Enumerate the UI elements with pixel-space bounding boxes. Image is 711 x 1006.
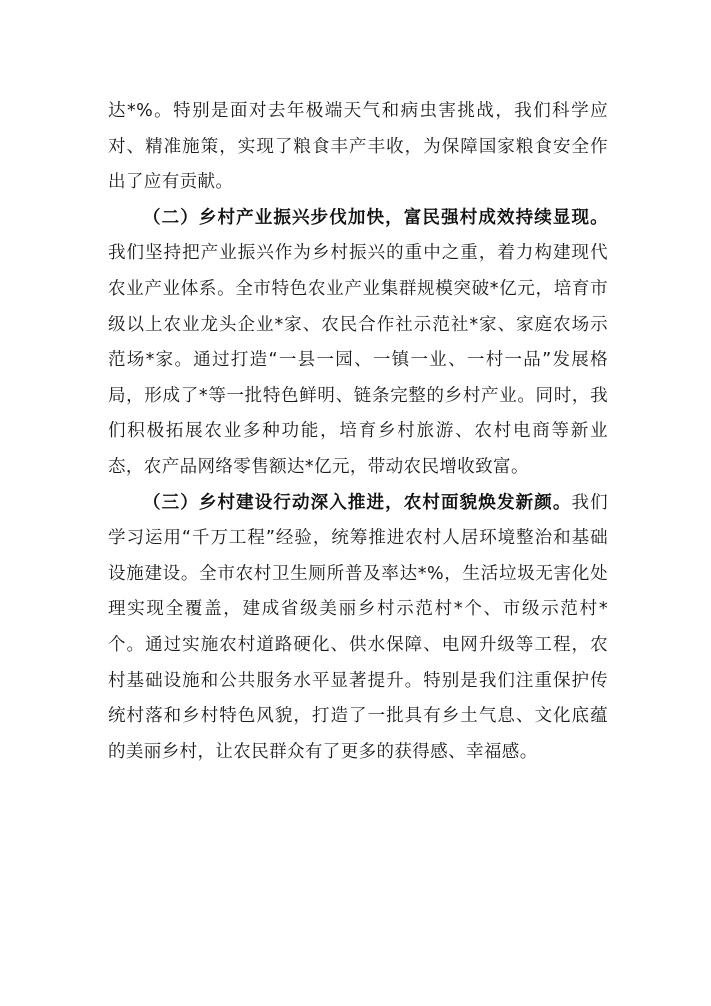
paragraph-body: 我们学习运用“千万工程”经验，统筹推进农村人居环境整治和基础设施建设。全市农村卫生厕所普及率达*%，生活垃圾无害化处理实现全覆盖，建成省级美丽乡村示范村*个、市级示范村*个。通过实施农村道路硬化、供水保障、电网升级等工程，农村基础设施和公共服务水平显著提升。特别是我们注重保护传统村落和乡村特色风貌，打造了一批具有乡土气息、文化底蕴的美丽乡村，让农民群众有了更多的获得感、幸福感。 [108,492,608,762]
section-heading: （二）乡村产业振兴步伐加快，富民强村成效持续显现。 [143,207,608,228]
paragraph-body: 我们坚持把产业振兴作为乡村振兴的重中之重，着力构建现代农业产业体系。全市特色农业产业集群规模突破*亿元，培育市级以上农业龙头企业*家、农民合作社示范社*家、家庭农场示范场*家。通过打造“一县一园、一镇一业、一村一品”发展格局，形成了*等一批特色鲜明、链条完整的乡村产业。同时，我们积极拓展农业多种功能，培育乡村旅游、农村电商等新业态，农产品网络零售额达*亿元，带动农民增收致富。 [108,243,608,477]
paragraph-section-3 [108,486,608,771]
paragraph-continuation [108,94,608,201]
section-heading: （三）乡村建设行动深入推进，农村面貌焕发新颜。 [143,492,572,513]
document-body [108,94,608,770]
paragraph-body: 达*%。特别是面对去年极端天气和病虫害挑战，我们科学应对、精准施策，实现了粮食丰产丰收，为保障国家粮食安全作出了应有贡献。 [108,101,608,193]
paragraph-section-2 [108,201,608,486]
